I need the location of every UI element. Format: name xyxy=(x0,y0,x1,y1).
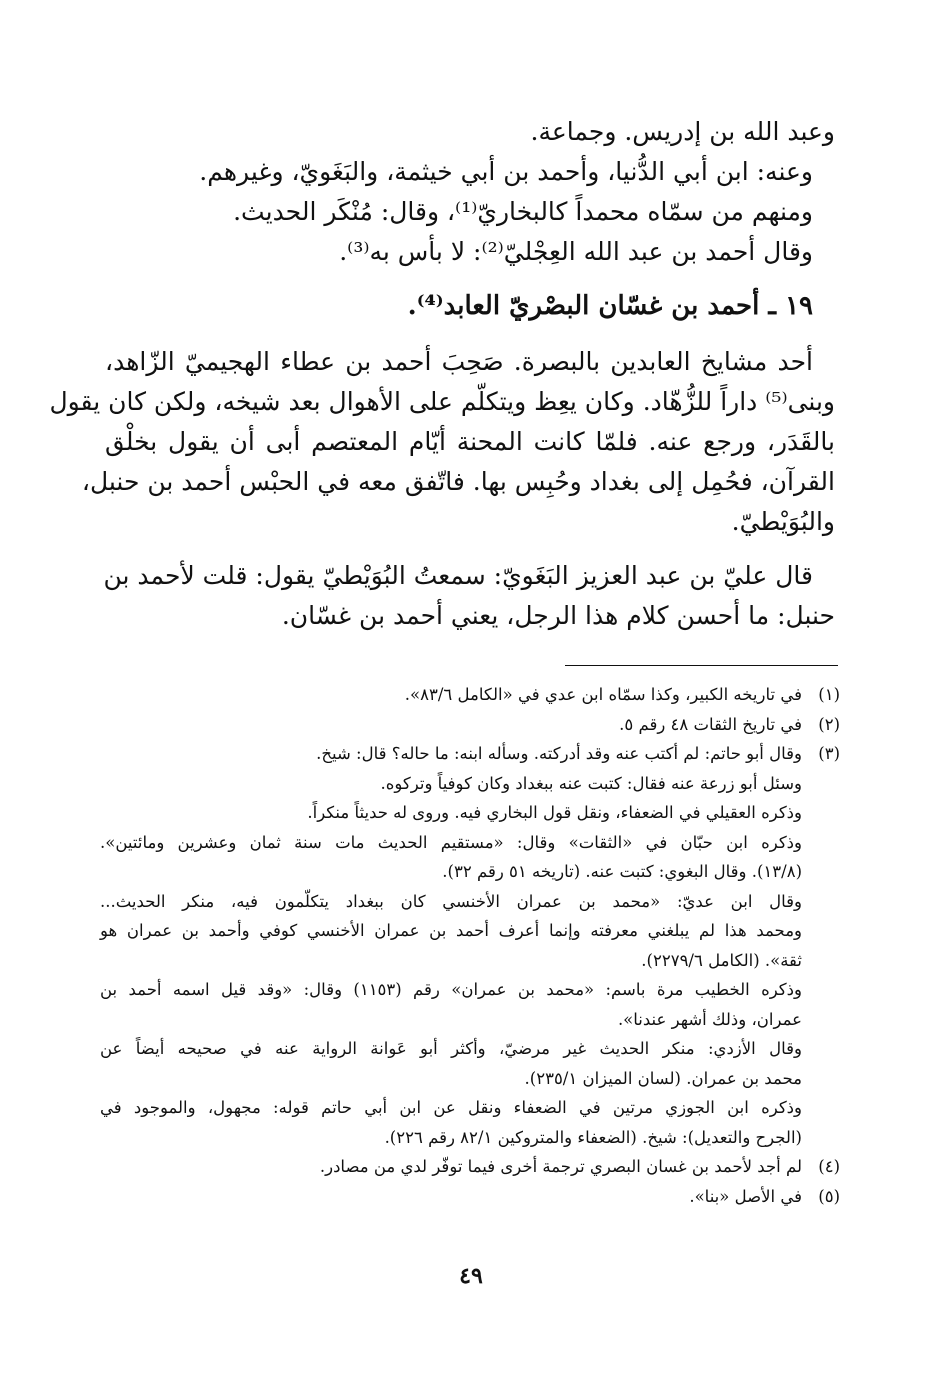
footnote-number: (٣) xyxy=(818,744,840,763)
text-line: وقال أحمد بن عبد الله العِجْليّ⁽²⁾: لا بأس به⁽³⁾. xyxy=(339,237,813,266)
footnote-3 xyxy=(100,739,840,769)
footnote-number: (٥) xyxy=(818,1186,840,1206)
footnote-line: (١٣/٨). وقال البغوي: كتبت عنه. (تاريخه ٥١ رقم ٣٢). xyxy=(442,862,802,881)
footnote-number: (٤) xyxy=(818,1157,840,1176)
text-line: أحد مشايخ العابدين بالبصرة. صَحِبَ أحمد بن عطاء الهجيميّ الزّاهد، xyxy=(105,347,813,376)
footnotes xyxy=(100,680,840,1211)
footnote-line: عمران، وذلك أشهر عندنا». xyxy=(617,1009,802,1029)
text-line: قال عليّ بن عبد العزيز البَغَويّ: سمعتُ البُوَيْطيّ يقول: قلت لأحمد بن xyxy=(103,561,813,590)
footnote-line: (الجرح والتعديل): شيخ. (الضعفاء والمتروكين ٨٢/١ رقم ٢٢٦). xyxy=(384,1127,802,1147)
text-line: والبُوَيْطيّ. xyxy=(731,507,835,536)
footnote-line: وسئل أبو زرعة عنه فقال: كتبت عنه ببغداد وكان كوفياً وتركوه. xyxy=(380,773,802,793)
footnote-text: في تاريخ الثقات ٤٨ رقم ٥. xyxy=(619,714,802,734)
footnote-line: وذكره ابن الجوزي مرتين في الضعفاء ونقل عن ابن أبي حاتم قوله: مجهول، والموجود في xyxy=(100,1098,802,1117)
text-line: وبنى⁽⁵⁾ داراً للزُّهّاد. وكان يعِظ ويتكلّم على الأهوال بعد شيخه، ولكن كان يقول xyxy=(49,387,835,416)
footnote-line: محمد بن عمران. (لسان الميزان ٢٣٥/١). xyxy=(524,1068,802,1088)
footnote-text: وقال أبو حاتم: لم أكتب عنه وقد أدركته. وسأله ابنه: ما حاله؟ قال: شيخ. xyxy=(316,744,802,763)
footnote-separator xyxy=(565,665,838,666)
text-line: القرآن، فحُمِل إلى بغداد وحُبِس بها. فاتّفق معه في الحبْس أحمد بن حنبل، xyxy=(81,467,835,496)
footnote-4 xyxy=(100,1152,840,1182)
footnote-text: في تاريخه الكبير، وكذا سمّاه ابن عدي في «الكامل ٨٣/٦». xyxy=(404,685,802,704)
footnote-line: وذكره العقيلي في الضعفاء، ونقل قول البخاري فيه. وروى له حديثاً منكراً. xyxy=(307,803,802,822)
footnote-number: (١) xyxy=(818,685,840,704)
text-line: حنبل: ما أحسن كلام هذا الرجل، يعني أحمد بن غسّان. xyxy=(281,601,835,630)
entry-heading: ١٩ ـ أحمد بن غسّان البصْريّ العابد⁽⁴⁾. xyxy=(407,291,813,321)
footnote-1 xyxy=(100,680,840,710)
footnote-line: ومحمد هذا لم يبلغني معرفته وإنما أعرف أحمد بن عمران الأخنسي كوفي وأحمد بن عمران هو xyxy=(100,921,802,940)
footnote-number: (٢) xyxy=(818,714,840,734)
footnote-2 xyxy=(100,710,840,740)
footnote-line: وذكره الخطيب مرة باسم: «محمد بن عمران» رقم (١١٥٣) وقال: «وقد قيل اسمه أحمد بن xyxy=(100,980,802,999)
text-line: وعنه: ابن أبي الدُّنيا، وأحمد بن أبي خيثمة، والبَغَويّ، وغيرهم. xyxy=(199,157,813,186)
footnote-line: ثقة». (الكامل ٢٢٧٩/٦). xyxy=(641,950,802,970)
footnote-line: وقال ابن عديّ: «محمد بن عمران الأخنسي كان ببغداد يتكلّمون فيه، منكر الحديث... xyxy=(100,891,802,911)
text-line: ومنهم من سمّاه محمداً كالبخاريّ⁽¹⁾، وقال: مُنْكَر الحديث. xyxy=(233,197,813,226)
footnote-text: لم أجد لأحمد بن غسان البصري ترجمة أخرى فيما توفّر لدي من مصادر. xyxy=(319,1157,802,1176)
footnote-line: وقال الأزدي: منكر الحديث غير مرضيّ، وأكثر أبو عَوانة الرواية عنه في صحيحه أيضاً عن xyxy=(100,1039,802,1058)
page-number: ٤٩ xyxy=(459,1263,483,1289)
text-line: بالقَدَر، ورجع عنه. فلمّا كانت المحنة أيّام المعتصم أبى أن يقول بخلْق xyxy=(105,427,835,456)
footnote-line: وذكره ابن حبّان في «الثقات» وقال: «مستقيم الحديث مات سنة ثمان وعشرين ومائتين». xyxy=(100,832,802,852)
main-text xyxy=(49,112,835,636)
text-line: وعبد الله بن إدريس. وجماعة. xyxy=(530,117,835,146)
footnote-text: في الأصل «بنا». xyxy=(689,1186,802,1206)
footnote-5 xyxy=(100,1182,840,1212)
